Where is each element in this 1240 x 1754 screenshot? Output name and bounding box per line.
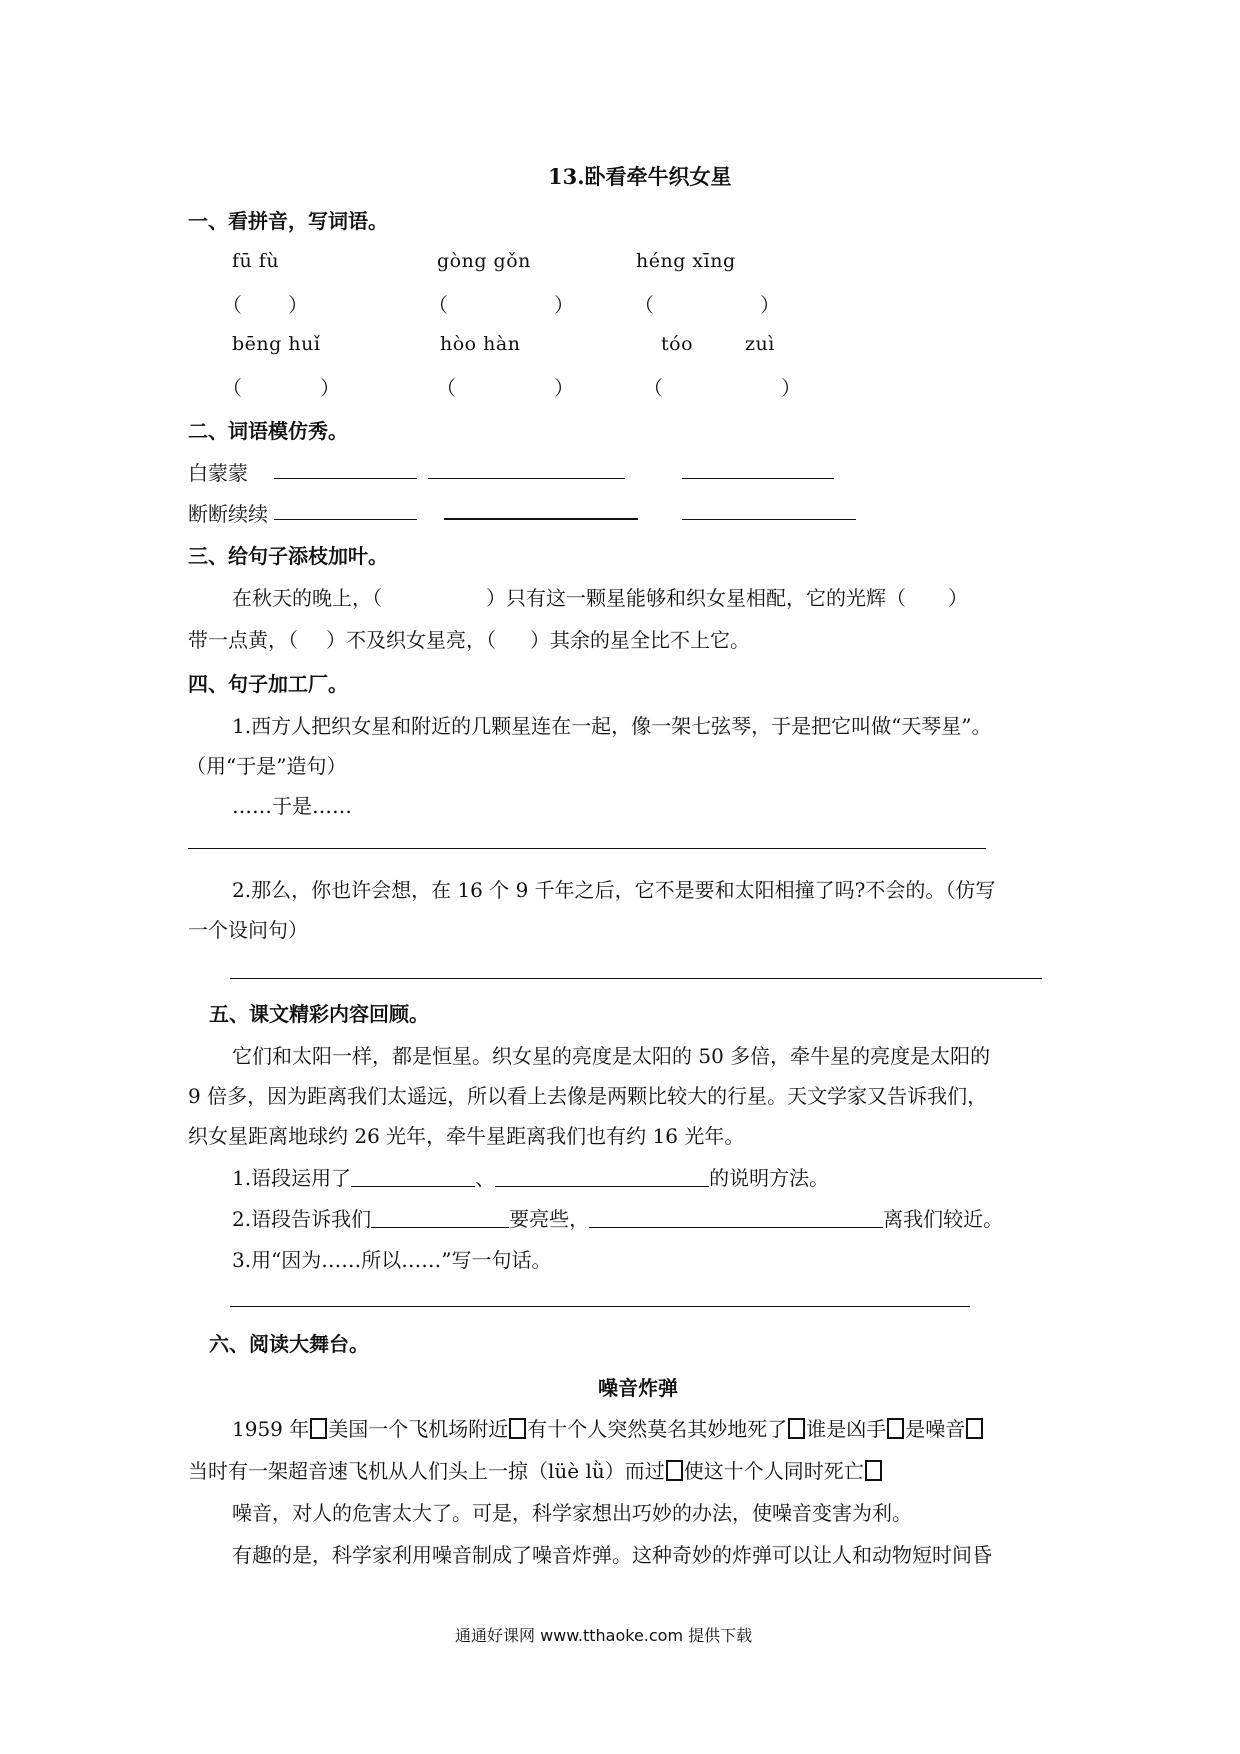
reading-text: 美国一个飞机场附近 [328, 1417, 509, 1441]
page-title: 13.卧看牵牛织女星 [548, 164, 732, 189]
pinyin-1: fū fù [232, 250, 280, 272]
pinyin-6: tóo [661, 333, 694, 355]
question-4-1: 1.西方人把织女星和附近的几颗星连在一起，像一架七弦琴，于是把它叫做“天琴星”。 [232, 714, 992, 738]
sentence-part: ） [948, 586, 968, 610]
answer-paren-4: （ ） [222, 376, 340, 400]
reading-text: 当时有一架超音速飞机从人们头上一掠（lüè lǜ）而过 [188, 1459, 665, 1483]
reading-text: 1959 年 [232, 1417, 310, 1441]
word-example-1: 白蒙蒙 [188, 461, 248, 485]
word-example-2: 断断续续 [188, 502, 268, 526]
question-4-2: 2.那么，你也许会想，在 16 个 9 千年之后，它不是要和太阳相撞了吗?不会的。（仿写 [232, 878, 996, 902]
answer-line[interactable] [589, 1211, 883, 1228]
section-5-heading: 五、课文精彩内容回顾。 [209, 1002, 429, 1026]
answer-paren-5: （ ） [436, 376, 574, 400]
footer-credit: 通通好课网 www.tthaoke.com 提供下载 [455, 1626, 753, 1645]
question-4-2-instruction: 一个设问句） [188, 918, 308, 942]
reading-line-1 [232, 1413, 984, 1442]
reading-line-3: 噪音，对人的危害太大了。可是，科学家想出巧妙的办法，使噪音变害为利。 [232, 1501, 912, 1525]
reading-line-2 [188, 1455, 883, 1484]
section-1-heading: 一、看拼音，写词语。 [188, 209, 388, 233]
sentence-part: ）只有这一颗星能够和织女星相配，它的光辉（ [486, 586, 906, 610]
section-3-heading: 三、给句子添枝加叶。 [188, 544, 388, 568]
reading-text: 是噪音 [905, 1417, 966, 1441]
pinyin-3: héng xīng [636, 250, 736, 272]
answer-line[interactable] [351, 1170, 475, 1187]
answer-line[interactable] [188, 848, 986, 849]
pinyin-4: bēng huǐ [232, 333, 321, 355]
section-4-heading: 四、句子加工厂。 [188, 672, 348, 696]
sentence-part: ）其余的星全比不上它。 [530, 628, 750, 652]
section-6-heading: 六、阅读大舞台。 [209, 1332, 369, 1356]
passage-line-2: 9 倍多，因为距离我们太遥远，所以看上去像是两颗比较大的行星。天文学家又告诉我们， [188, 1084, 988, 1108]
question-text: 1.语段运用了 [232, 1166, 352, 1190]
punctuation-box[interactable] [865, 1460, 882, 1481]
question-text: 离我们较近。 [883, 1207, 1004, 1231]
answer-paren-1: （ ） [222, 293, 308, 317]
reading-title: 噪音炸弹 [598, 1376, 678, 1400]
reading-text: 谁是凶手 [806, 1417, 887, 1441]
answer-line[interactable] [495, 1170, 709, 1187]
sentence-part: 带一点黄，（ [188, 628, 298, 652]
punctuation-box[interactable] [310, 1418, 327, 1439]
question-text: 、 [475, 1166, 496, 1190]
answer-paren-2: （ ） [428, 293, 574, 317]
reading-text: 有十个人突然莫名其妙地死了 [527, 1417, 788, 1441]
reading-line-4: 有趣的是，科学家利用噪音制成了噪音炸弹。这种奇妙的炸弹可以让人和动物短时间昏 [232, 1543, 992, 1567]
question-4-1-prompt: ……于是…… [232, 794, 352, 818]
punctuation-box[interactable] [666, 1460, 683, 1481]
answer-line[interactable] [274, 519, 417, 520]
punctuation-box[interactable] [788, 1418, 805, 1439]
answer-line[interactable] [444, 518, 638, 520]
punctuation-box[interactable] [887, 1418, 904, 1439]
sentence-part: ）不及织女星亮，（ [326, 628, 496, 652]
answer-line[interactable] [274, 478, 417, 479]
section-3-line-1 [232, 582, 968, 611]
answer-line[interactable] [230, 978, 1042, 979]
pinyin-2: gòng gǒn [437, 250, 531, 272]
punctuation-box[interactable] [509, 1418, 526, 1439]
answer-line[interactable] [428, 478, 625, 479]
section-3-line-2 [188, 624, 750, 653]
question-text: 要亮些， [509, 1207, 590, 1231]
pinyin-5: hòo hàn [440, 333, 521, 355]
question-text: 2.语段告诉我们 [232, 1207, 372, 1231]
passage-line-1: 它们和太阳一样，都是恒星。织女星的亮度是太阳的 50 多倍，牵牛星的亮度是太阳的 [232, 1044, 991, 1068]
section-2-heading: 二、词语模仿秀。 [188, 419, 348, 443]
pinyin-7: zuì [745, 333, 775, 355]
reading-text: 使这十个人同时死亡 [683, 1459, 864, 1483]
answer-paren-6: （ ） [643, 376, 801, 400]
question-5-2 [232, 1203, 1003, 1232]
passage-line-3: 织女星距离地球约 26 光年，牵牛星距离我们也有约 16 光年。 [188, 1124, 745, 1148]
answer-paren-3: （ ） [634, 293, 780, 317]
answer-line[interactable] [682, 478, 834, 479]
answer-line[interactable] [230, 1306, 970, 1307]
punctuation-box[interactable] [966, 1418, 983, 1439]
sentence-part: 在秋天的晚上，（ [232, 586, 382, 610]
question-5-1 [232, 1162, 829, 1191]
question-4-1-instruction: （用“于是”造句） [186, 754, 347, 778]
answer-line[interactable] [371, 1211, 509, 1228]
answer-line[interactable] [682, 519, 856, 520]
question-text: 的说明方法。 [709, 1166, 830, 1190]
question-5-3: 3.用“因为……所以……”写一句话。 [232, 1248, 552, 1272]
